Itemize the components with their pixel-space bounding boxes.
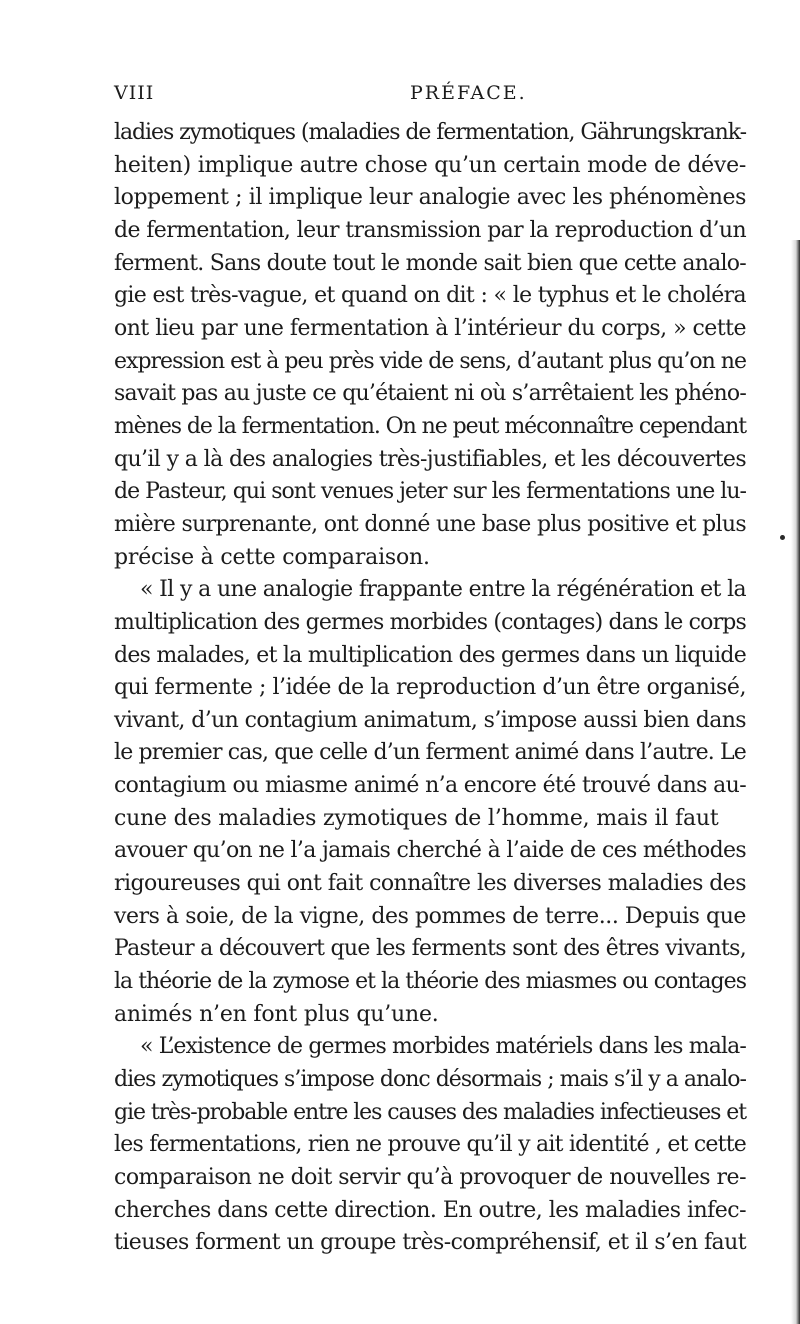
text-line: précise à cette comparaison. <box>114 544 430 570</box>
text-line: mènes de la fermentation. On ne peut méconnaître cependant <box>114 413 746 439</box>
text-line: animés n’en font plus qu’une. <box>114 1001 439 1027</box>
text-line: ladies zymotiques (maladies de fermentation, Gährungskrank- <box>114 120 746 145</box>
text-line: loppement ; il implique leur analogie avec les phénomènes <box>114 185 746 211</box>
text-line: « L’existence de germes morbides matériels dans les mala- <box>140 1034 746 1060</box>
text-line: vivant, d’un contagium animatum, s’impose aussi bien dans <box>114 707 746 733</box>
text-line: expression est à peu près vide de sens, d’autant plus qu’on ne <box>114 348 746 374</box>
text-line: « Il y a une analogie frappante entre la régénération et la <box>140 577 746 603</box>
text-line: qui fermente ; l’idée de la reproduction d’un être organisé, <box>114 675 746 701</box>
text-line: comparaison ne doit servir qu’à provoquer de nouvelles re- <box>114 1165 746 1190</box>
text-line: savait pas au juste ce qu’étaient ni où s’arrêtaient les phéno- <box>114 381 746 407</box>
text-line: avouer qu’on ne l’a jamais cherché à l’aide de ces méthodes <box>114 838 746 864</box>
text-line: gie très-probable entre les causes des maladies infectieuses et <box>114 1099 746 1125</box>
text-line: contagium ou miasme animé n’a encore été trouvé dans au- <box>114 773 746 799</box>
text-line: cherches dans cette direction. En outre, les maladies infec- <box>114 1197 746 1223</box>
page-header <box>114 82 746 112</box>
page-edge-shadow <box>791 240 800 1324</box>
text-line: mière surprenante, ont donné une base plus positive et plus <box>114 511 746 537</box>
text-line: tieuses forment un groupe très-compréhensif, et il s’en faut <box>114 1230 746 1256</box>
text-line: vers à soie, de la vigne, des pommes de terre... Depuis que <box>114 903 746 929</box>
text-line: ferment. Sans doute tout le monde sait bien que cette analo- <box>114 250 746 276</box>
text-line: rigoureuses qui ont fait connaître les diverses maladies des <box>114 871 746 897</box>
text-line: la théorie de la zymose et la théorie des miasmes ou contages <box>114 969 746 995</box>
text-line: dies zymotiques s’impose donc désormais ; mais s’il y a analo- <box>114 1067 746 1093</box>
text-line: les fermentations, rien ne prouve qu’il y ait identité , et cette <box>114 1132 746 1158</box>
text-line: cune des maladies zymotiques de l’homme, mais il faut <box>114 805 719 831</box>
margin-speck <box>780 535 785 540</box>
text-line: des malades, et la multiplication des germes dans un liquide <box>114 642 746 668</box>
text-line: Pasteur a découvert que les ferments sont des êtres vivants, <box>114 936 746 962</box>
running-title: PRÉFACE. <box>410 82 527 104</box>
text-line: gie est très-vague, et quand on dit : « le typhus et le choléra <box>114 283 746 309</box>
text-line: ont lieu par une fermentation à l’intérieur du corps, » cette <box>114 315 746 341</box>
text-line: qu’il y a là des analogies très-justifiables, et les découvertes <box>114 446 746 472</box>
text-line: de fermentation, leur transmission par la reproduction d’un <box>114 217 746 243</box>
page-body <box>114 117 754 1260</box>
text-line: heiten) implique autre chose qu’un certain mode de déve- <box>114 152 746 178</box>
page-number: VIII <box>114 82 155 104</box>
text-line: de Pasteur, qui sont venues jeter sur les fermentations une lu- <box>114 479 746 505</box>
text-line: le premier cas, que celle d’un ferment animé dans l’autre. Le <box>114 740 746 766</box>
text-line: multiplication des germes morbides (contages) dans le corps <box>114 609 746 635</box>
